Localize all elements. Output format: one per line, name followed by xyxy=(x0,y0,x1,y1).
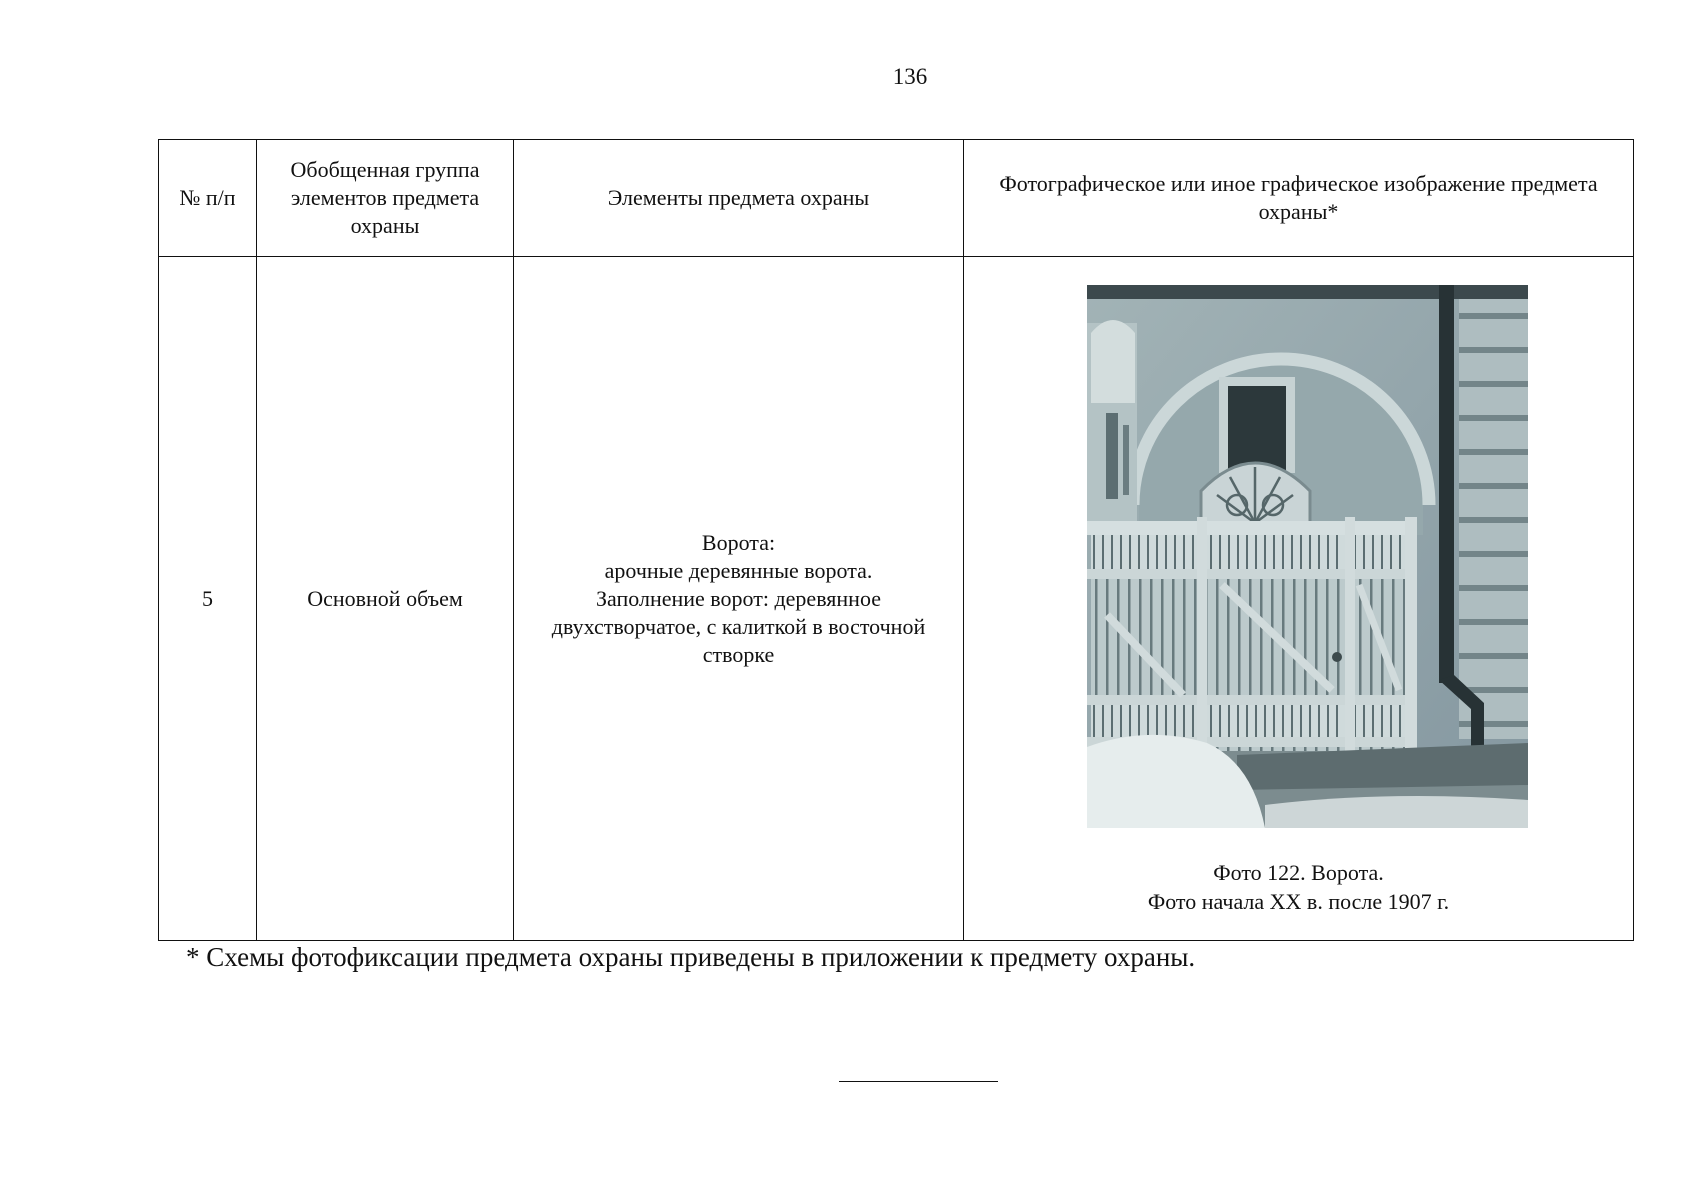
header-number: № п/п xyxy=(159,140,257,257)
elements-line: Заполнение ворот: деревянное двухстворчатое, с калиткой в восточной створке xyxy=(551,585,926,667)
pillar-groove xyxy=(1123,425,1129,495)
gate-lattice-top xyxy=(1091,535,1413,569)
gate-post xyxy=(1345,517,1355,755)
gate-rail xyxy=(1087,521,1417,535)
header-elements: Элементы предмета охраны xyxy=(514,140,964,257)
gate-post xyxy=(1197,517,1207,755)
gate-rail xyxy=(1087,695,1417,705)
protection-table xyxy=(158,139,1634,941)
row-elements xyxy=(514,257,964,941)
row-group: Основной объем xyxy=(257,257,514,941)
table-header-row xyxy=(159,140,1634,257)
caption-line: Фото начала XX в. после 1907 г. xyxy=(1147,889,1450,914)
page-number: 136 xyxy=(892,64,928,89)
end-divider xyxy=(839,1081,998,1082)
row-number: 5 xyxy=(159,257,257,941)
caption-line: Фото 122. Ворота. xyxy=(1213,860,1384,885)
footnote: * Схемы фотофиксации предмета охраны приведены в приложении к предмету охраны. xyxy=(186,942,1196,972)
rusticated-corner xyxy=(1459,299,1528,739)
drainpipe xyxy=(1439,285,1454,683)
gate-rail xyxy=(1087,569,1417,579)
header-image: Фотографическое или иное графическое изображение предмета охраны* xyxy=(964,140,1634,257)
gate-post xyxy=(1405,517,1417,755)
pillar-top xyxy=(1091,320,1135,403)
header-group: Обобщенная группа элементов предмета охраны xyxy=(257,140,514,257)
elements-line: арочные деревянные ворота. xyxy=(604,557,873,583)
gate-photo xyxy=(1087,285,1528,828)
elements-line: Ворота: xyxy=(701,529,776,555)
gate-latch xyxy=(1332,652,1342,662)
cornice xyxy=(1087,285,1528,299)
table-row xyxy=(159,257,1634,941)
gate-lattice-bottom xyxy=(1091,705,1413,737)
photo-caption xyxy=(974,858,1623,916)
window-glass xyxy=(1228,386,1286,471)
pillar-groove xyxy=(1106,413,1118,499)
row-image-cell xyxy=(964,257,1634,941)
